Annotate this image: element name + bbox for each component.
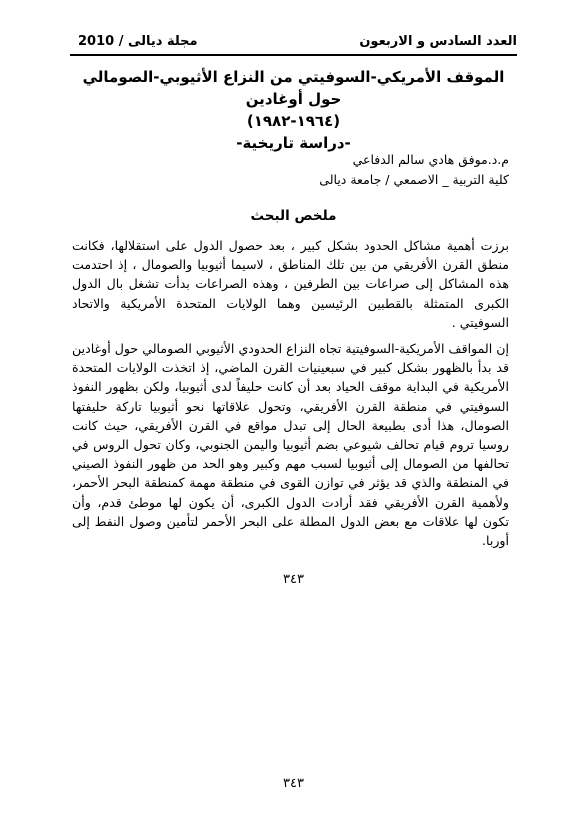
journal-label: مجلة ديالى / 2010 [78,34,198,49]
header-rule [70,54,517,56]
abstract-heading: ملخص البحث [250,208,337,224]
title-subtitle: -دراسة تاريخية- [236,134,351,152]
author-name: م.د.موفق هادي سالم الدفاعي [352,152,509,167]
title-line-1: الموقف الأمريكي-السوفيتي من النزاع الأثيوبي-الصومالي حول أوغادين [82,68,505,108]
running-header [70,30,517,56]
author-block [319,150,509,190]
page-number-upper: ٣٤٣ [283,572,304,587]
issue-label: العدد السادس و الاربعون [359,34,517,49]
author-affiliation: كلية التربية _ الاصمعي / جامعة ديالى [319,172,509,187]
abstract-paragraph-1: برزت أهمية مشاكل الحدود بشكل كبير ، بعد حصول الدول على استقلالها، فكانت منطق القرن الأفريقي من بين تلك المناطق ، لاسيما أثيوبيا والصومال ، إذ احتدمت هذه المشاكل إلى صراعات بين الطرفين ، وهذه الصراعات بدأت تشغل بال الدول الكبرى المتمثلة بالقطبين الرئيسين وهما الولايات المتحدة الأمريكية والاتحاد السوفيتي . [72,238,509,330]
abstract-paragraph-2: إن المواقف الأمريكية-السوفيتية تجاه النزاع الحدودي الأثيوبي الصومالي حول أوغادين قد بدأ بالظهور بشكل كبير في سبعينيات القرن الماضي، إذ اتخذت الولايات المتحدة الأمريكية في البداية موقف الحياد بعد أن كانت حليفاً لدى أثيوبيا، ولكن بظهور النفوذ السوفيتي في منطقة القرن الأفريقي، وتحول علاقاتها نحو أثيوبيا تاركة حليفتها الصومال، هذا أدى بطبيعة الحال إلى تبدل مواقع في القرن الأفريقي، حيث كانت روسيا تروم قيام تحالف شيوعي بضم أثيوبيا واليمن الجنوبي، وكان تحول الروس في تحالفها من الصومال إلى أثيوبيا لسبب مهم وكبير وهو الحد من ظهور النفوذ الصيني في المنطقة والذي قد يؤثر في توازن القوى في منطقة مهمة كمنطقة البحر الأحمر، ولأهمية القرن الأفريقي فقد أرادت الدول الكبرى، أن يكون لها موطئ قدم، وأن تكون لها علاقات مع بعض الدول المطلة على البحر الأحمر لتأمين وصول النفط إلى أوربا. [72,341,509,549]
article-title [70,66,517,154]
page-number-lower: ٣٤٣ [283,776,304,791]
title-years: (١٩٦٤-١٩٨٢) [246,112,341,130]
